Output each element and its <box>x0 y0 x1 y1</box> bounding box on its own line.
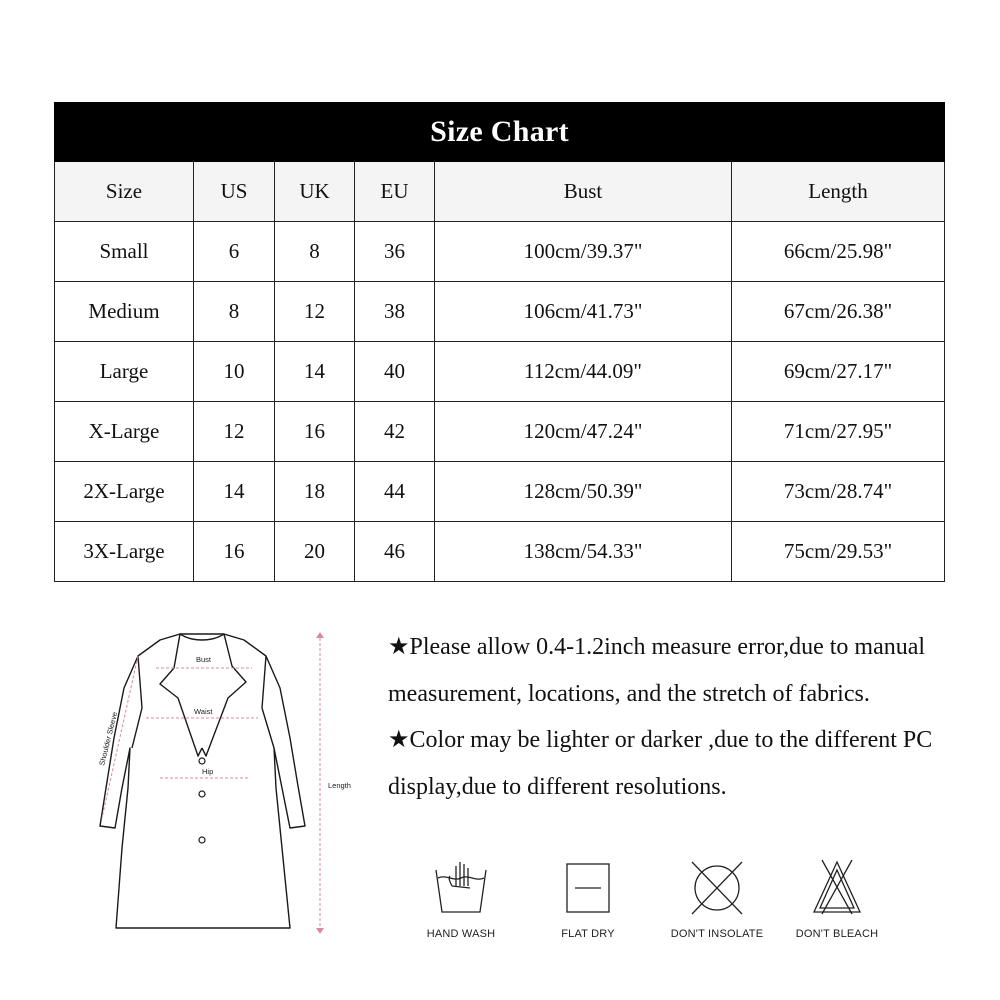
waist-label: Waist <box>194 707 213 716</box>
table-cell: 66cm/25.98" <box>732 222 945 282</box>
care-hand-wash <box>396 856 526 940</box>
coat-measurement-diagram <box>80 628 370 948</box>
table-cell: 138cm/54.33" <box>435 522 732 582</box>
table-cell: 106cm/41.73" <box>435 282 732 342</box>
column-header: Size <box>55 162 194 222</box>
table-cell: 16 <box>194 522 275 582</box>
table-cell: 10 <box>194 342 275 402</box>
coat-button <box>199 837 205 843</box>
table-cell: 44 <box>355 462 435 522</box>
hand-wash-icon <box>426 856 496 916</box>
table-cell: 128cm/50.39" <box>435 462 732 522</box>
length-label: Length <box>328 781 351 790</box>
table-cell: Large <box>55 342 194 402</box>
coat-outline <box>100 634 305 928</box>
table-cell: 36 <box>355 222 435 282</box>
coat-lapel-left <box>160 634 202 756</box>
hip-label: Hip <box>202 767 214 776</box>
care-dont-insolate <box>652 856 782 940</box>
size-chart-title: Size Chart <box>55 103 945 162</box>
table-cell: X-Large <box>55 402 194 462</box>
table-cell: 46 <box>355 522 435 582</box>
table-cell: 20 <box>275 522 355 582</box>
table-cell: 3X-Large <box>55 522 194 582</box>
column-header: US <box>194 162 275 222</box>
table-cell: 73cm/28.74" <box>732 462 945 522</box>
care-label: FLAT DRY <box>561 928 615 940</box>
table-cell: 120cm/47.24" <box>435 402 732 462</box>
care-flat-dry <box>523 856 653 940</box>
table-cell: 42 <box>355 402 435 462</box>
table-cell: 12 <box>194 402 275 462</box>
table-row <box>55 462 945 522</box>
table-cell: 71cm/27.95" <box>732 402 945 462</box>
care-dont-bleach <box>772 856 902 940</box>
column-header: UK <box>275 162 355 222</box>
table-row <box>55 402 945 462</box>
coat-lapel-right <box>202 634 246 756</box>
table-cell: 14 <box>275 342 355 402</box>
table-cell: Small <box>55 222 194 282</box>
coat-button <box>199 791 205 797</box>
table-cell: 6 <box>194 222 275 282</box>
table-cell: 38 <box>355 282 435 342</box>
table-cell: 8 <box>275 222 355 282</box>
column-header: Length <box>732 162 945 222</box>
table-cell: 12 <box>275 282 355 342</box>
table-cell: 2X-Large <box>55 462 194 522</box>
table-cell: 16 <box>275 402 355 462</box>
table-row <box>55 522 945 582</box>
table-cell: 69cm/27.17" <box>732 342 945 402</box>
dont-insolate-icon <box>682 856 752 916</box>
care-label: HAND WASH <box>426 928 496 940</box>
bust-label: Bust <box>196 655 212 664</box>
header-row <box>55 162 945 222</box>
table-cell: 75cm/29.53" <box>732 522 945 582</box>
size-chart-table <box>54 102 945 582</box>
column-header: Bust <box>435 162 732 222</box>
flat-dry-icon <box>553 856 623 916</box>
table-cell: Medium <box>55 282 194 342</box>
table-cell: 14 <box>194 462 275 522</box>
dont-bleach-icon <box>802 856 872 916</box>
table-cell: 67cm/26.38" <box>732 282 945 342</box>
table-cell: 40 <box>355 342 435 402</box>
table-cell: 100cm/39.37" <box>435 222 732 282</box>
note-color-difference: ★Color may be lighter or darker ,due to the different PC display,due to different resolutions. <box>388 727 933 800</box>
table-row <box>55 282 945 342</box>
table-cell: 8 <box>194 282 275 342</box>
measurement-notes <box>388 624 988 810</box>
coat-button <box>199 758 205 764</box>
table-cell: 18 <box>275 462 355 522</box>
care-label: DON'T BLEACH <box>795 928 879 940</box>
care-label: DON'T INSOLATE <box>670 928 764 940</box>
table-cell: 112cm/44.09" <box>435 342 732 402</box>
column-header: EU <box>355 162 435 222</box>
table-row <box>55 222 945 282</box>
shoulder-sleeve-label: Shoulder Sleeve <box>97 710 120 767</box>
table-row <box>55 342 945 402</box>
note-measure-error: ★Please allow 0.4-1.2inch measure error,due to manual measurement, locations, and the stretch of fabrics. <box>388 634 926 707</box>
